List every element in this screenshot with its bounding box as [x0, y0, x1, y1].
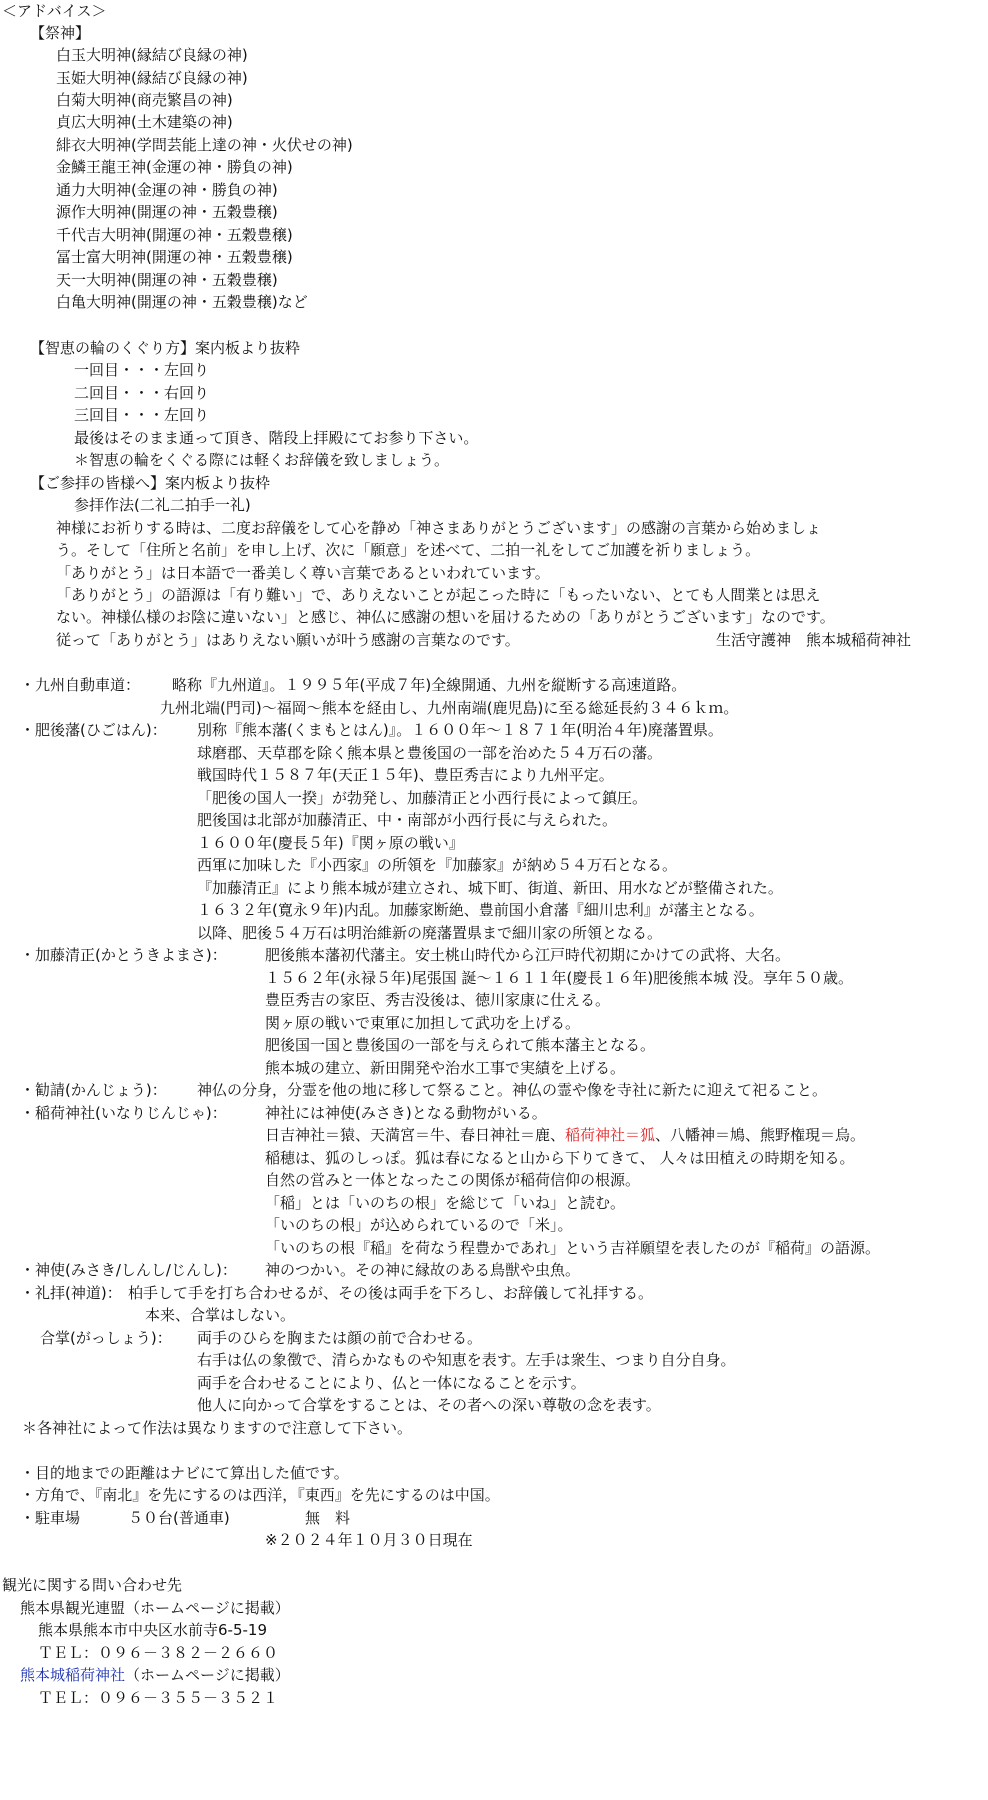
inari-messenger-post: 、八幡神＝鳩、熊野権現＝烏。 — [655, 1126, 866, 1144]
worship-line: 「ありがとう」は日本語で一番美しく尊い言葉であるといわれています。 — [56, 564, 550, 582]
kato-line: 肥後熊本藩初代藩主。安土桃山時代から江戸時代初期にかけての武将、大名。 — [265, 946, 791, 964]
raihai-note-text: 合掌はしない。 — [190, 1306, 296, 1324]
higo-line: 『加藤清正』により熊本城が建立され、城下町、街道、新田、用水などが整備された。 — [197, 879, 783, 897]
contact-org1-suffix: （ホームページに掲載） — [125, 1599, 290, 1617]
gassho-line: 右手は仏の象徴で、清らかなものや知恵を表す。左手は衆生、つまり自分自身。 — [197, 1351, 736, 1369]
expressway-line: 略称『九州道』。１９９５年(平成７年)全線開通、九州を縦断する高速道路。 — [172, 676, 687, 694]
inari-line: 自然の営みと一体となったこの関係が稲荷信仰の根源。 — [265, 1171, 641, 1189]
contact-org2-link[interactable]: 熊本城稲荷神社 — [20, 1666, 126, 1684]
ring-step: 一回目・・・左回り — [74, 361, 210, 379]
shinshi-label: ・神使(みさき/しんし/じんし)： — [20, 1261, 237, 1279]
contact-org1-address: 熊本県熊本市中央区水前寺6-5-19 — [38, 1621, 268, 1639]
inari-messenger-highlight: 稲荷神社＝狐 — [565, 1126, 656, 1144]
parking-count: ５０台(普通車) — [128, 1509, 230, 1527]
caution-note: ＊各神社によって作法は異なりますので注意して下さい。 — [22, 1419, 413, 1437]
inari-line: 稲穂は、狐のしっぽ。狐は春になると山から下りてきて、 人々は田植えの時期を知る。 — [265, 1149, 855, 1167]
contact-org2-tel: ＴＥＬ：０９６－３５５－３５２１ — [38, 1689, 279, 1707]
higo-label: ・肥後藩(ひごはん)： — [20, 721, 167, 739]
ring-note: 最後はそのまま通って頂き、階段上拝殿にてお参り下さい。 — [74, 429, 479, 447]
inari-messenger-line — [265, 1124, 865, 1146]
deity-item: 天一大明神(開運の神・五穀豊穣) — [56, 271, 278, 289]
worship-line: う。そして「住所と名前」を申し上げ、次に「願意」を述べて、二拍一礼をしてご加護を祈りましょう。 — [56, 541, 761, 559]
inari-line: 「稲」とは「いのちの根」を総じて「いね」と読む。 — [265, 1194, 626, 1212]
deity-item: 貞広大明神(土木建築の神) — [56, 113, 233, 131]
worship-line: 「ありがとう」の語源は「有り難い」で、ありえないことが起こった時に「もったいない、とても人間業とは思え — [56, 586, 821, 604]
contact-org1-tel: ＴＥＬ：０９６－３８２－２６６０ — [38, 1644, 279, 1662]
worship-line: 神様にお祈りする時は、二度お辞儀をして心を静め「神さまありがとうございます」の感謝の言葉から始めましょ — [56, 519, 822, 537]
raihai-label: ・礼拝(神道)： — [20, 1284, 122, 1302]
deity-item: 冨士富大明神(開運の神・五穀豊穣) — [56, 248, 293, 266]
higo-line: 肥後国は北部が加藤清正、中・南部が小西行長に与えられた。 — [197, 811, 618, 829]
expressway-line: 九州北端(門司)～福岡～熊本を経由し、九州南端(鹿児島)に至る総延長約３４６ｋｍ。 — [160, 699, 739, 717]
kato-line: １５６２年(永禄５年)尾張国 誕～１６１１年(慶長１６年)肥後熊本城 没。享年５０歳。 — [265, 969, 853, 987]
distance-note: ・目的地までの距離はナビにて算出した値です。 — [20, 1464, 349, 1482]
inari-line: 「いのちの根『稲』を荷なう程豊かであれ」という吉祥願望を表したのが『稲荷』の語源。 — [265, 1239, 881, 1257]
inari-messenger-pre: 日吉神社＝猿、天満宮＝牛、春日神社＝鹿、 — [265, 1126, 566, 1144]
shinshi-text: 神のつかい。その神に縁故のある鳥獣や虫魚。 — [265, 1261, 581, 1279]
deity-item: 白菊大明神(商売繁昌の神) — [56, 91, 233, 109]
kato-line: 豊臣秀吉の家臣、秀吉没後は、徳川家康に仕える。 — [265, 991, 611, 1009]
worship-title: 【ご参拝の皆様へ】案内板より抜枠 — [30, 474, 271, 492]
higo-line: 球磨郡、天草郡を除く熊本県と豊後国の一部を治めた５４万石の藩。 — [197, 744, 663, 762]
deities-title: 【祭神】 — [30, 24, 91, 42]
kanjo-label: ・勧請(かんじょう)： — [20, 1081, 167, 1099]
deity-item: 玉姫大明神(縁結び良縁の神) — [56, 69, 248, 87]
expressway-label: ・九州自動車道： — [20, 676, 141, 694]
contacts-title: 観光に関する問い合わせ先 — [2, 1576, 183, 1594]
raihai-text: 柏手して手を打ち合わせるが、その後は両手を下ろし、お辞儀して礼拝する。 — [128, 1284, 654, 1302]
inari-line: 神社には神使(みさき)となる動物がいる。 — [265, 1104, 547, 1122]
ring-title: 【智恵の輪のくぐり方】案内板より抜粋 — [30, 339, 301, 357]
deity-item: 源作大明神(開運の神・五穀豊穣) — [56, 203, 278, 221]
kato-line: 熊本城の建立、新田開発や治水工事で実績を上げる。 — [265, 1059, 626, 1077]
kato-label: ・加藤清正(かとうきよまさ)： — [20, 946, 227, 964]
parking-fee: 無 料 — [305, 1509, 351, 1527]
gassho-label: 合掌(がっしょう)： — [40, 1329, 172, 1347]
inari-label: ・稲荷神社(いなりじんじゃ)： — [20, 1104, 227, 1122]
kanjo-text: 神仏の分身，分霊を他の地に移して祭ること。神仏の霊や像を寺社に新たに迎えて祀ること。 — [197, 1081, 828, 1099]
worship-line: ない。神様仏様のお陰に違いない」と感じ、神仏に感謝の想いを届けるための「ありがとうございます」なのです。 — [56, 608, 835, 626]
higo-line: １６３２年(寛永９年)内乱。加藤家断絶、豊前国小倉藩『細川忠利』が藩主となる。 — [197, 901, 764, 919]
deity-item: 金鱗王龍王神(金運の神・勝負の神) — [56, 158, 293, 176]
direction-note: ・方角で、『南北』を先にするのは西洋，『東西』を先にするのは中国。 — [20, 1486, 500, 1504]
worship-subtitle: 参拝作法(二礼二拍手一礼) — [74, 496, 251, 514]
contact-org1-name: 熊本県観光連盟 — [20, 1599, 126, 1617]
gassho-line: 他人に向かって合掌をすることは、その者への深い尊敬の念を表す。 — [197, 1396, 661, 1414]
kato-line: 肥後国一国と豊後国の一部を与えられて熊本藩主となる。 — [265, 1036, 656, 1054]
raihai-note — [145, 1304, 295, 1326]
as-of-date: ※２０２４年１０月３０日現在 — [265, 1531, 473, 1549]
higo-line: 戦国時代１５８７年(天正１５年)、豊臣秀吉により九州平定。 — [197, 766, 614, 784]
deity-item: 緋衣大明神(学問芸能上達の神・火伏せの神) — [56, 136, 353, 154]
inari-line: 「いのちの根」が込められているので「米」。 — [265, 1216, 573, 1234]
deity-item: 白玉大明神(縁結び良縁の神) — [56, 46, 248, 64]
worship-line: 従って「ありがとう」はありえない願いが叶う感謝の言葉なのです。 — [56, 631, 520, 649]
raihai-note-label: 本来、 — [145, 1306, 191, 1324]
parking-label: ・駐車場 — [20, 1509, 81, 1527]
contact-org2-suffix: （ホームページに掲載） — [125, 1666, 290, 1684]
ring-note: ＊智恵の輪をくぐる際には軽くお辞儀を致しましょう。 — [74, 451, 450, 469]
gassho-line: 両手を合わせることにより、仏と一体になることを示す。 — [197, 1374, 586, 1392]
higo-line: 「肥後の国人一揆」が勃発し、加藤清正と小西行長によって鎮圧。 — [197, 789, 648, 807]
deity-item: 千代吉大明神(開運の神・五穀豊穣) — [56, 226, 293, 244]
higo-line: 以降、肥後５４万石は明治維新の廃藩置県まで細川家の所領となる。 — [197, 924, 663, 942]
higo-line: 別称『熊本藩(くまもとはん)』。１６００年～１８７１年(明治４年)廃藩置県。 — [197, 721, 723, 739]
higo-line: １６００年(慶長５年)『関ヶ原の戦い』 — [197, 834, 464, 852]
gassho-line: 両手のひらを胸または顔の前で合わせる。 — [197, 1329, 483, 1347]
contact-org2 — [20, 1664, 290, 1686]
deity-item: 通力大明神(金運の神・勝負の神) — [56, 181, 278, 199]
ring-step: 三回目・・・左回り — [74, 406, 210, 424]
deity-item: 白亀大明神(開運の神・五穀豊穣)など — [56, 293, 308, 311]
worship-signature: 生活守護神 熊本城稲荷神社 — [716, 631, 912, 649]
advice-heading: ＜アドバイス＞ — [2, 2, 107, 20]
ring-step: 二回目・・・右回り — [74, 384, 210, 402]
higo-line: 西軍に加味した『小西家』の所領を『加藤家』が納め５４万石となる。 — [197, 856, 678, 874]
kato-line: 関ヶ原の戦いで東軍に加担して武功を上げる。 — [265, 1014, 581, 1032]
contact-org1 — [20, 1597, 290, 1619]
